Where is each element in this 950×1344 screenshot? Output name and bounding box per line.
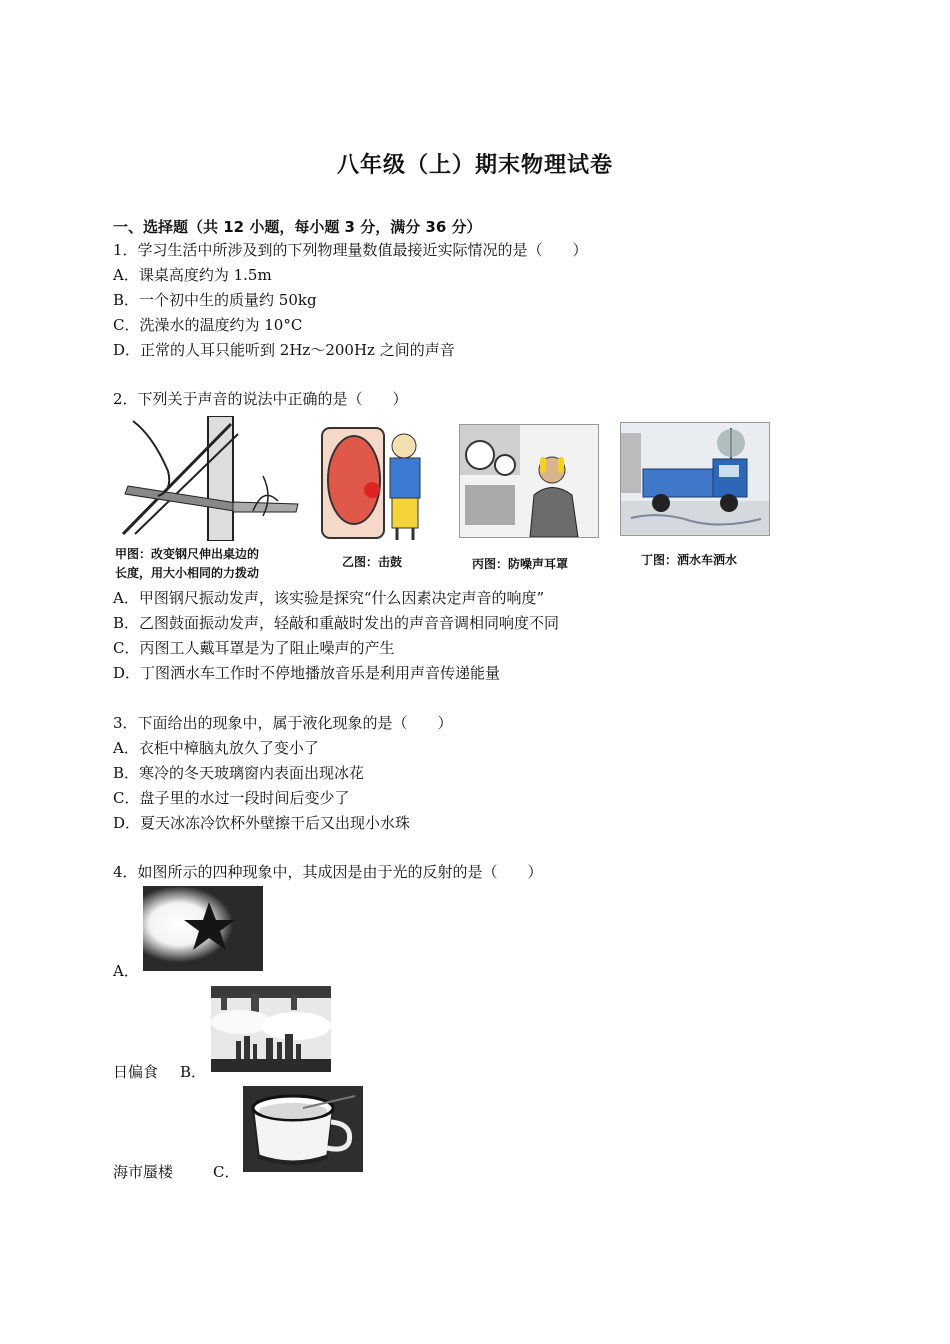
partial-eclipse-image (143, 886, 263, 971)
q3-option-b: B．寒冷的冬天玻璃窗内表面出现冰花 (113, 764, 365, 782)
q4-option-c-label: C． (213, 1163, 240, 1181)
mirage-image (211, 986, 331, 1072)
q2-option-c: C．丙图工人戴耳罩是为了阻止噪声的产生 (113, 639, 395, 657)
q3-option-c: C．盘子里的水过一段时间后变少了 (113, 789, 350, 807)
q2-stem: 2．下列关于声音的说法中正确的是（ ） (113, 390, 408, 408)
earmuff-worker-photo (460, 425, 598, 537)
q2-figure-bing (459, 424, 599, 538)
drum-illustration (312, 418, 437, 543)
q1-option-c: C．洗澡水的温度约为 10°C (113, 316, 303, 334)
q4-option-b-caption: 海市蜃楼 (113, 1163, 174, 1181)
q4-option-b-image (211, 986, 331, 1072)
ruler-illustration (113, 416, 303, 541)
q2-caption-ding: 丁图：洒水车洒水 (641, 553, 738, 567)
mug-image (243, 1086, 363, 1172)
q2-caption-bing: 丙图：防噪声耳罩 (472, 557, 569, 571)
q2-caption-jia-line2: 长度，用大小相同的力拨动 (115, 566, 260, 580)
q2-option-b: B．乙图鼓面振动发声，轻敲和重敲时发出的声音音调相同响度不同 (113, 614, 560, 632)
q4-stem: 4．如图所示的四种现象中，其成因是由于光的反射的是（ ） (113, 863, 543, 881)
q2-option-d: D．丁图洒水车工作时不停地播放音乐是利用声音传递能量 (113, 664, 501, 682)
q2-figure-jia (113, 416, 303, 541)
section-heading: 一、选择题（共 12 小题，每小题 3 分，满分 36 分） (113, 218, 482, 236)
q1-option-d: D．正常的人耳只能听到 2Hz～200Hz 之间的声音 (113, 341, 455, 359)
q1-option-a: A．课桌高度约为 1.5m (113, 266, 272, 284)
sprinkler-truck-photo (621, 423, 769, 535)
q3-option-a: A．衣柜中樟脑丸放久了变小了 (113, 739, 319, 757)
q3-stem: 3．下面给出的现象中，属于液化现象的是（ ） (113, 714, 453, 732)
page-title: 八年级（上）期末物理试卷 (336, 153, 613, 178)
q2-caption-jia-line1: 甲图：改变钢尺伸出桌边的 (115, 547, 260, 561)
q2-figure-ding (620, 422, 770, 536)
q1-stem: 1．学习生活中所涉及到的下列物理量数值最接近实际情况的是（ ） (113, 241, 588, 259)
q4-option-c-image (243, 1086, 363, 1172)
q2-figure-yi (312, 418, 437, 543)
q3-option-d: D．夏天冰冻冷饮杯外壁擦干后又出现小水珠 (113, 814, 411, 832)
q1-option-b: B．一个初中生的质量约 50kg (113, 291, 317, 309)
q4-option-a-label: A． (113, 962, 139, 980)
q4-option-a-caption: 日偏食 (113, 1063, 159, 1081)
q2-caption-yi: 乙图：击鼓 (342, 555, 403, 569)
q4-option-b-label: B． (180, 1063, 207, 1081)
q2-option-a: A．甲图钢尺振动发声，该实验是探究“什么因素决定声音的响度” (113, 589, 545, 607)
q4-option-a-image (143, 886, 263, 971)
